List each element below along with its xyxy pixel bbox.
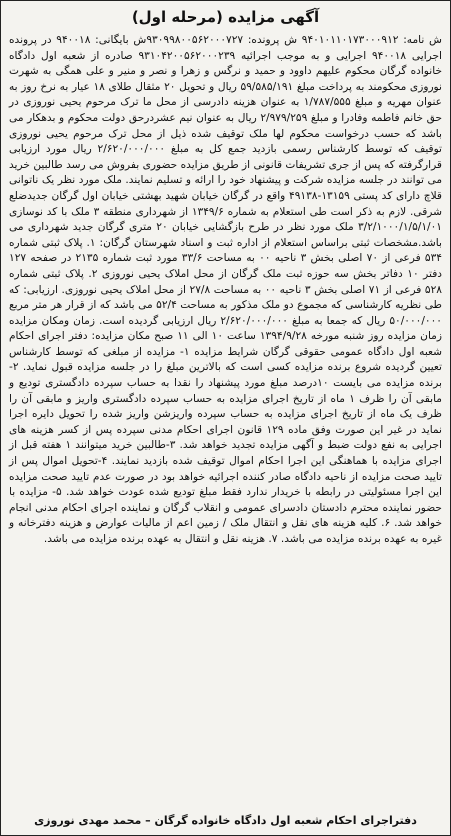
notice-title: آگهی مزایده (مرحله اول) — [131, 8, 320, 26]
notice-signature: دفتراجرای احکام شعبه اول دادگاه خانواده گرگان – محمد مهدی نوروزی — [34, 814, 417, 827]
notice-body: ش نامه: ۹۴۰۱۰۱۱۰۱۷۳۰۰۰۹۱۲ ش پرونده: ۹۳۰۹۹۸۰۰۵۶۲۰۰۰۷۲۷ش بایگانی: ۹۴۰۰۱۸ در پرونده اجرایی ۹۴۰۰۱۸ اجرایی و به موجب اجرائیه ۹۳۱۰۴۲۰۰۵۶۲۰۰۰۲۳۹ صادره از شعبه اول دادگاه خانواده گرگان محکوم علیهم داوود و حمید و نرگس و زهرا و نصر و منیر و علی همگی به شهرت نوروزی محکومند به پرداخت مبلغ ۵۹/۵۸۵/۱۹۱ ریال و تحویل ۲۰ مثقال طلای ۱۸ عیار به نرخ روز به عنوان مهریه و مبلغ ۱/۷۸۷/۵۵۵ به عنوان هزینه دادرسی از محل ما ترک مرحوم یحیی نوروزی در حق خانم فاطمه وفادرا و مبلغ ۲/۹۷۹/۲۵۹ ریال به عنوان نیم عشردرحق دولت محکوم و بدهکار می باشد که حسب درخواست محکوم لها ملک توقیف شده ذیل از محل ترک مرحوم یحیی نوروزی توقیف که توسط کارشناس رسمی بازدید جمع کل به مبلغ ۲/۶۲۰/۰۰۰/۰۰۰ ریال مورد ارزیابی قرارگرفته که پس از جری تشریفات قانونی از طریق مزایده حضوری بفروش می رسد طالبین خرید می توانند در جلسه مزایده شرکت و پیشنهاد خود را ارائه و تسلیم نمایند. ملک مورد نظر یک ناتوانی قلاچ دارای کد پستی ۱۳۱۵۹-۴۹۱۳۸ واقع در گرگان خیابان شهید بهشتی خیابان اول گرگان جدیدضلع شرقی. لازم به ذکر است طی استعلام به شماره ۱۳۴۹/۶ از شهرداری منطقه ۳ ملک با کد نوسازی ۳/۲/۱۰۰۰/۱/۵/۱/۰۱ ملک مورد نظر در طرح بازگشایی خیابان ۲۰ متری گرگان جدید شهرداری می باشد.مشخصات ثبتی براساس استعلام از اداره ثبت و اسناد شهرستان گرگان: ۱. پلاک ثبتی شماره ۵۳۴ فرعی از ۷۰ اصلی بخش ۳ ناحیه ۰۰ به مساحت ۳۳/۶ مورد ثبت شماره ۲۱۳۵ در صفحه ۱۲۷ دفتر ۱۰ دفاتر بخش سه حوزه ثبت ملک گرگان از محل املاک یحیی نوروزی ۲. پلاک ثبتی شماره ۵۲۸ فرعی از ۷۱ اصلی بخش ۳ ناحیه ۰۰ به مساحت ۲۷/۸ از محل املاک یحیی نوروزی. ارزیابی: که طی نظریه کارشناسی که مجموع دو ملک مذکور به مساحت ۵۲/۴ می باشد که از قرار هر متر مربع ۵۰/۰۰۰/۰۰۰ ریال که جمعا به مبلغ ۲/۶۲۰/۰۰۰/۰۰۰ ریال ارزیابی گردیده است. زمان ومکان مزایده زمان مزایده روز شنبه مورخه ۱۳۹۴/۹/۲۸ ساعت ۱۰ الی ۱۱ صبح مکان مزایده: دفتر اجرای احکام شعبه اول دادگاه عمومی حقوقی گرگان شرایط مزایده ۱- مزایده از مبلغی که توسط کارشناس تعیین گردیده شروع برنده مزایده کسی است که بالاترین مبلغ را در جلسه مزایده قبول نماید. ۲- برنده مزایده می بایست ۱۰درصد مبلغ مورد پیشنهاد را نقدا به حساب سپرده دادگستری تودیع و مابقی آن را ظرف ۱ ماه از تاریخ اجرای مزایده به حساب سپرده دادگستری واریز و مابقی آن را ظرف یک ماه از تاریخ اجرای مزایده به حساب سپرده واریزشن واریز شده را تحویل دایره اجرا نماید در غیر این صورت وفق ماده ۱۲۹ قانون اجرای احکام مدنی سپرده پس از کسر هزینه های اجرایی به نفع دولت ضبط و آگهی مزایده تجدید خواهد شد. ۳-طالبین خرید میتوانند ۱ هفته قبل از اجرای مزایده با هماهنگی این اجرا احکام اموال توقیف شده بازدید نمایند. ۴-تحویل اموال پس از تایید صحت مزایده از ناحیه دادگاه صادر کننده اجرائیه خواهد بود در صورت عدم تایید صحت مزایده این اجرا مسئولیتی در رابطه با خریدار ندارد فقط مبلغ تودیع شده عودت خواهد شد. ۵- مزایده با حضور نماینده محترم دادستان دادسرای عمومی و انقلاب گرگان و نماینده اجرای احکام مدنی انجام خواهد شد. ۶. کلیه هزینه های نقل و انتقال ملک / زمین اعم از مالیات عوارض و هزینه دفترخانه و غیره به عهده برنده مزایده می باشد. ۷. هزینه نقل و انتقال به عهده برنده مزایده می باشد. — [9, 34, 443, 545]
